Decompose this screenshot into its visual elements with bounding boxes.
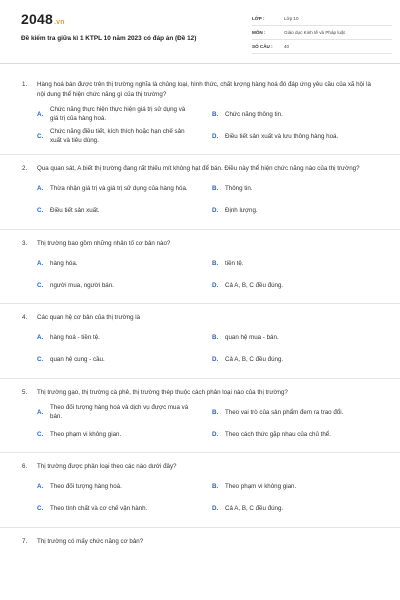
- option-text: Cả A, B, C đều đúng.: [225, 281, 284, 289]
- option-text: hàng hóa.: [50, 259, 78, 267]
- option-letter: C.: [37, 207, 44, 214]
- answer-option[interactable]: [212, 351, 387, 369]
- question-stem: [22, 537, 380, 547]
- option-letter: D.: [212, 430, 219, 438]
- meta-label: MÔN :: [252, 30, 266, 35]
- option-text: Theo phạm vi không gian.: [225, 483, 297, 490]
- question-text: Thị trường được phân loại theo các nào dưới đây?: [37, 463, 177, 470]
- option-text: Chức năng điều tiết, kích thích hoặc hạn chế sản xuất và tiêu dùng.: [50, 128, 185, 144]
- option-text: Theo tính chất và cơ chế vận hành.: [50, 505, 148, 512]
- answer-option[interactable]: [212, 180, 387, 198]
- answer-option[interactable]: [212, 329, 387, 347]
- question-number: 4.: [22, 314, 28, 321]
- question-text: Thị trường gạo, thị trường cà phê, thị trường thép thuộc cách phân loại nào của thị trường?: [37, 388, 288, 396]
- answer-option[interactable]: [37, 276, 212, 294]
- question-item: [0, 537, 400, 547]
- question-stem: [22, 313, 380, 323]
- question-text: Thị trường bao gồm những nhân tố cơ bản nào?: [37, 239, 171, 247]
- question-stem: [22, 164, 380, 174]
- option-letter: C.: [37, 356, 44, 363]
- answer-option[interactable]: [212, 425, 387, 443]
- question-divider: [0, 303, 400, 304]
- answer-option[interactable]: [212, 500, 387, 518]
- question-number: 6.: [22, 463, 28, 470]
- option-text: Theo đối tượng hàng hoá.: [50, 483, 122, 490]
- option-letter: D.: [212, 505, 219, 512]
- question-stem: [22, 239, 380, 249]
- question-divider: [0, 452, 400, 453]
- answer-option[interactable]: [37, 500, 212, 518]
- option-text: Theo cách thức gặp nhau của chủ thể.: [225, 430, 331, 438]
- answer-option[interactable]: [212, 105, 387, 123]
- question-item: [0, 462, 400, 518]
- answer-option[interactable]: [212, 403, 387, 421]
- option-text: Điều tiết sản xuất và lưu thông hàng hoá.: [225, 132, 339, 140]
- answer-option[interactable]: [212, 202, 387, 220]
- answer-options: [37, 180, 380, 220]
- meta-row: [252, 40, 392, 54]
- option-letter: D.: [212, 207, 219, 214]
- option-text: hàng hoá - tiền tệ.: [50, 334, 100, 341]
- option-text: Theo phạm vi không gian.: [50, 430, 122, 438]
- option-text: Thông tin.: [225, 185, 253, 192]
- question-divider: [0, 229, 400, 230]
- answer-option[interactable]: [37, 351, 212, 369]
- question-number: 7.: [22, 537, 28, 545]
- option-letter: D.: [212, 281, 219, 289]
- option-letter: C.: [37, 430, 44, 438]
- question-divider: [0, 154, 400, 155]
- logo-suffix: .vn: [53, 19, 65, 26]
- document-meta: [252, 12, 392, 54]
- question-item: [0, 164, 400, 220]
- meta-row: [252, 12, 392, 26]
- question-item: [0, 239, 400, 295]
- answer-options: [37, 478, 380, 518]
- option-text: Định lượng.: [225, 207, 258, 214]
- option-text: tiền tệ.: [225, 259, 244, 267]
- option-text: Theo vai trò của sản phẩm đem ra trao đổi.: [225, 408, 344, 416]
- option-letter: B.: [212, 334, 219, 341]
- question-number: 5.: [22, 388, 28, 396]
- answer-option[interactable]: [37, 403, 212, 421]
- option-letter: A.: [37, 110, 44, 118]
- question-text: Hàng hoá bán được trên thị trường nghĩa là chủng loại, hình thức, chất lượng hàng hoá đó đáp ứng yêu cầu của xã hội là nội dung thể hiện chức năng gì của thị trường?: [37, 81, 371, 98]
- option-text: người mua, người bán.: [50, 281, 114, 289]
- option-letter: A.: [37, 483, 44, 490]
- answer-option[interactable]: [37, 329, 212, 347]
- answer-options: [37, 403, 380, 443]
- logo-text: 2048: [21, 11, 53, 27]
- answer-option[interactable]: [37, 105, 212, 123]
- page-header: [0, 0, 400, 64]
- option-letter: A.: [37, 259, 44, 267]
- option-text: Theo đối tượng hàng hoá và dịch vụ được mua và bán.: [50, 404, 189, 420]
- option-letter: D.: [212, 132, 219, 140]
- option-text: quan hệ mua - bán.: [225, 334, 279, 341]
- option-letter: C.: [37, 132, 44, 140]
- question-divider: [0, 527, 400, 528]
- option-letter: A.: [37, 185, 44, 192]
- answer-option[interactable]: [212, 276, 387, 294]
- option-letter: B.: [212, 408, 219, 416]
- option-letter: B.: [212, 259, 219, 267]
- question-divider: [0, 378, 400, 379]
- answer-option[interactable]: [212, 254, 387, 272]
- option-letter: A.: [37, 334, 44, 341]
- option-text: Điều tiết sản xuất.: [50, 207, 100, 214]
- meta-label: LỚP :: [252, 16, 265, 21]
- answer-option[interactable]: [37, 127, 212, 145]
- answer-option[interactable]: [37, 202, 212, 220]
- option-text: quan hệ cung - cầu.: [50, 356, 105, 363]
- question-text: Thị trường có mấy chức năng cơ bản?: [37, 537, 144, 545]
- answer-option[interactable]: [37, 180, 212, 198]
- answer-options: [37, 254, 380, 294]
- meta-value: Giáo dục Kinh tế và Pháp luật: [284, 30, 345, 35]
- option-letter: A.: [37, 408, 44, 416]
- meta-row: [252, 26, 392, 40]
- option-text: Chức năng thực hiện thực hiện giá trị sử dụng và giá trị của hàng hoá.: [50, 106, 186, 122]
- site-logo[interactable]: [21, 11, 65, 27]
- option-letter: D.: [212, 356, 219, 363]
- meta-value: 40: [284, 44, 290, 49]
- option-text: Cả A, B, C đều đúng.: [225, 505, 284, 512]
- option-text: Cả A, B, C đều đúng.: [225, 356, 284, 363]
- answer-option[interactable]: [212, 127, 387, 145]
- meta-label: SỐ CÂU :: [252, 44, 273, 49]
- option-letter: B.: [212, 483, 219, 490]
- question-number: 1.: [22, 81, 28, 88]
- option-letter: C.: [37, 505, 44, 512]
- document-title: Đề kiểm tra giữa kì 1 KTPL 10 năm 2023 có đáp án (Đề 12): [21, 35, 197, 42]
- answer-option[interactable]: [37, 425, 212, 443]
- option-letter: B.: [212, 110, 219, 118]
- option-letter: B.: [212, 185, 219, 192]
- question-number: 3.: [22, 239, 28, 247]
- option-text: Chức năng thông tin.: [225, 110, 283, 118]
- option-text: Thừa nhận giá trị và giá trị sử dụng của hàng hóa.: [50, 185, 188, 192]
- question-stem: [22, 80, 380, 99]
- option-letter: C.: [37, 281, 44, 289]
- answer-option[interactable]: [212, 478, 387, 496]
- answer-option[interactable]: [37, 254, 212, 272]
- question-stem: [22, 388, 380, 398]
- question-stem: [22, 462, 380, 472]
- question-text: Các quan hệ cơ bản của thị trường là: [37, 314, 141, 321]
- meta-value: Lớp 10: [284, 16, 299, 21]
- question-list: [0, 80, 400, 546]
- answer-options: [37, 105, 380, 145]
- question-item: [0, 313, 400, 369]
- question-item: [0, 388, 400, 444]
- question-number: 2.: [22, 165, 28, 172]
- answer-option[interactable]: [37, 478, 212, 496]
- question-text: Qua quan sát, A biết thị trường đang rất thiếu mít không hạt để bán. Điều này thể hiện chức năng nào của thị trường?: [37, 165, 360, 172]
- answer-options: [37, 329, 380, 369]
- question-item: [0, 80, 400, 145]
